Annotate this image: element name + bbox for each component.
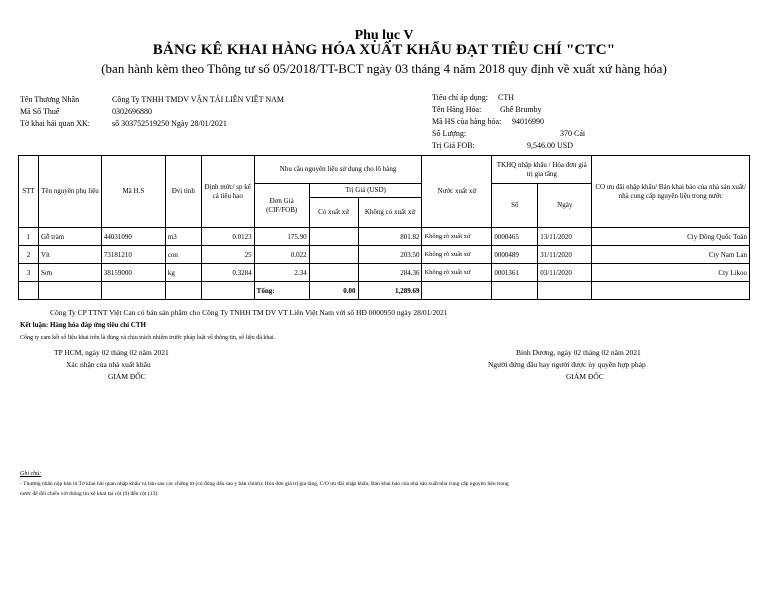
total-row — [19, 282, 750, 300]
cell-norm: 0.0123 — [201, 228, 254, 246]
total-empty-cell — [101, 282, 165, 300]
customs-value: số 303752519250 Ngày 28/01/2021 — [112, 119, 227, 128]
total-empty-cell — [165, 282, 201, 300]
total-empty-cell — [422, 282, 492, 300]
cell-hs: 38159000 — [101, 264, 165, 282]
header-unit: Đvị tính — [165, 156, 201, 228]
goods-label: Tên Hàng Hóa: — [432, 105, 482, 114]
header-co: CO ưu đãi nhập khẩu/ Bản khai báo của nhà sản xuất/ nhà cung cấp nguyên liệu trong nước — [592, 156, 750, 228]
header-country: Nước xuất xứ — [422, 156, 492, 228]
document-title: BẢNG KÊ KHAI HÀNG HÓA XUẤT KHẨU ĐẠT TIÊU CHÍ "CTC" — [152, 42, 616, 58]
fob-value: 9,546.00 USD — [527, 141, 574, 150]
cell-origin-yes — [309, 228, 358, 246]
cell-unit: m3 — [165, 228, 201, 246]
header-date: Ngày — [538, 184, 592, 228]
total-empty-cell — [38, 282, 101, 300]
header-need: Nhu cầu nguyên liệu sử dụng cho lô hàng — [254, 156, 422, 184]
header-norm: Định mức/ sp kể cả tiêu hao — [201, 156, 254, 228]
total-empty-cell — [201, 282, 254, 300]
cell-co: Cty Đồng Quốc Toàn — [592, 228, 750, 246]
qty-label: Số Lượng: — [432, 129, 467, 138]
hs-value: 94016990 — [512, 117, 544, 126]
header-origin-no: Không có xuất xứ — [358, 198, 422, 228]
header-price: Đơn Giá (CIF/FOB) — [254, 184, 309, 228]
header-origin-yes: Có xuất xứ — [309, 198, 358, 228]
cell-hs: 44031090 — [101, 228, 165, 246]
cell-number: 0001361 — [492, 264, 538, 282]
cell-co: Cty Nam Lan — [592, 246, 750, 264]
right-place-date: Bình Dương, ngày 02 tháng 02 năm 2021 — [516, 348, 641, 357]
table-row — [19, 228, 750, 246]
conclusion: Kết luận: Hàng hóa đáp ứng tiêu chí CTH — [20, 321, 146, 329]
cell-stt: 2 — [19, 246, 39, 264]
total-empty-cell — [592, 282, 750, 300]
cell-number: 0000465 — [492, 228, 538, 246]
footnote-text-2: nước để đối chiếu với thông tin kê khai tại cột (9) đến cột (13). — [20, 491, 159, 497]
qty-value: 370 Cái — [560, 129, 586, 138]
footnote-text-1: - Thương nhân nộp bản in Tờ khai hải quan nhập khẩu và bản sao các chứng từ (có đóng dấu sao y bản chính): Hóa đơn giá trị gia tăng, C/O ưu đãi nhập khẩu, Bản khai báo của nhà sản xuất/nhà cung cấp nguyên liệu trong — [20, 481, 509, 487]
left-sign-title: Xác nhận của nhà xuất khẩu — [66, 360, 151, 369]
cell-origin-no: 203.50 — [358, 246, 422, 264]
header-name: Tên nguyên phụ liệu — [38, 156, 101, 228]
total-empty-cell — [492, 282, 538, 300]
appendix-title: Phụ lục V — [354, 28, 414, 43]
header-no: Số — [492, 184, 538, 228]
cell-origin-yes — [309, 264, 358, 282]
right-sign-title: Người đứng đầu hay người được ủy quyền hợp pháp — [488, 360, 646, 369]
cell-unit: kg — [165, 264, 201, 282]
criteria-label: Tiêu chí áp dụng: — [432, 93, 488, 102]
footnote-label: Ghi chú: — [20, 471, 42, 477]
cell-origin-no: 801.82 — [358, 228, 422, 246]
cell-price: 0.022 — [254, 246, 309, 264]
left-place-date: TP HCM, ngày 02 tháng 02 năm 2021 — [54, 348, 169, 357]
cell-country: Không rõ xuất xứ — [422, 264, 492, 282]
total-empty-cell — [19, 282, 39, 300]
cell-origin-yes — [309, 246, 358, 264]
cell-name: Vít — [38, 246, 101, 264]
table-row — [19, 264, 750, 282]
cell-name: Sơn — [38, 264, 101, 282]
cell-stt: 3 — [19, 264, 39, 282]
document-subtitle: (ban hành kèm theo Thông tư số 05/2018/TT-BCT ngày 03 tháng 4 năm 2018 quy định về xuất xứ hàng hóa) — [101, 61, 667, 76]
cell-stt: 1 — [19, 228, 39, 246]
cell-origin-no: 284.36 — [358, 264, 422, 282]
cell-date: 03/11/2020 — [538, 264, 592, 282]
hs-label: Mã HS của hàng hóa: — [432, 117, 502, 126]
cell-unit: con — [165, 246, 201, 264]
total-origin-yes: 0.00 — [309, 282, 358, 300]
fob-label: Trị Giá FOB: — [432, 141, 475, 150]
header-hs: Mã H.S — [101, 156, 165, 228]
header-stt: STT — [19, 156, 39, 228]
cell-norm: 0.3284 — [201, 264, 254, 282]
total-label: Tổng: — [254, 282, 309, 300]
cell-country: Không rõ xuất xứ — [422, 228, 492, 246]
cell-hs: 73181210 — [101, 246, 165, 264]
declaration-table — [18, 155, 750, 300]
cell-date: 13/11/2020 — [538, 228, 592, 246]
left-sign-role: GIÁM ĐỐC — [108, 372, 146, 381]
table-row — [19, 246, 750, 264]
right-sign-role: GIÁM ĐỐC — [566, 372, 604, 381]
cell-country: Không rõ xuất xứ — [422, 246, 492, 264]
sale-note: Công Ty CP TTNT Việt Can có bán sản phẩm cho Công Ty TNHH TM DV VT Liên Việt Nam với số HĐ 0000950 ngày 28/01/2021 — [50, 308, 448, 317]
tax-value: 0302696880 — [112, 107, 152, 116]
total-empty-cell — [538, 282, 592, 300]
total-origin-no: 1,289.69 — [358, 282, 422, 300]
header-value: Trị Giá (USD) — [309, 184, 422, 198]
merchant-value: Công Ty TNHH TMDV VẬN TẢI LIÊN VIỆT NAM — [112, 95, 285, 104]
cell-date: 31/11/2020 — [538, 246, 592, 264]
customs-label: Tờ khai hải quan XK: — [20, 119, 90, 128]
criteria-value: CTH — [498, 93, 514, 102]
cell-price: 2.34 — [254, 264, 309, 282]
commitment: Công ty cam kết số liệu khai trên là đúng và chịu trách nhiệm trước pháp luật về thông tin, số liệu đã khai. — [20, 335, 276, 341]
cell-norm: 25 — [201, 246, 254, 264]
goods-value: Ghế Brumby — [500, 105, 542, 114]
tax-label: Mã Số Thuế — [20, 107, 60, 116]
cell-price: 175.90 — [254, 228, 309, 246]
cell-name: Gỗ tràm — [38, 228, 101, 246]
cell-co: Cty Likoo — [592, 264, 750, 282]
header-tkhq: TKHQ nhập khẩu / Hóa đơn giá trị gia tăng — [492, 156, 592, 184]
cell-number: 0000489 — [492, 246, 538, 264]
merchant-label: Tên Thương Nhân — [20, 95, 80, 104]
